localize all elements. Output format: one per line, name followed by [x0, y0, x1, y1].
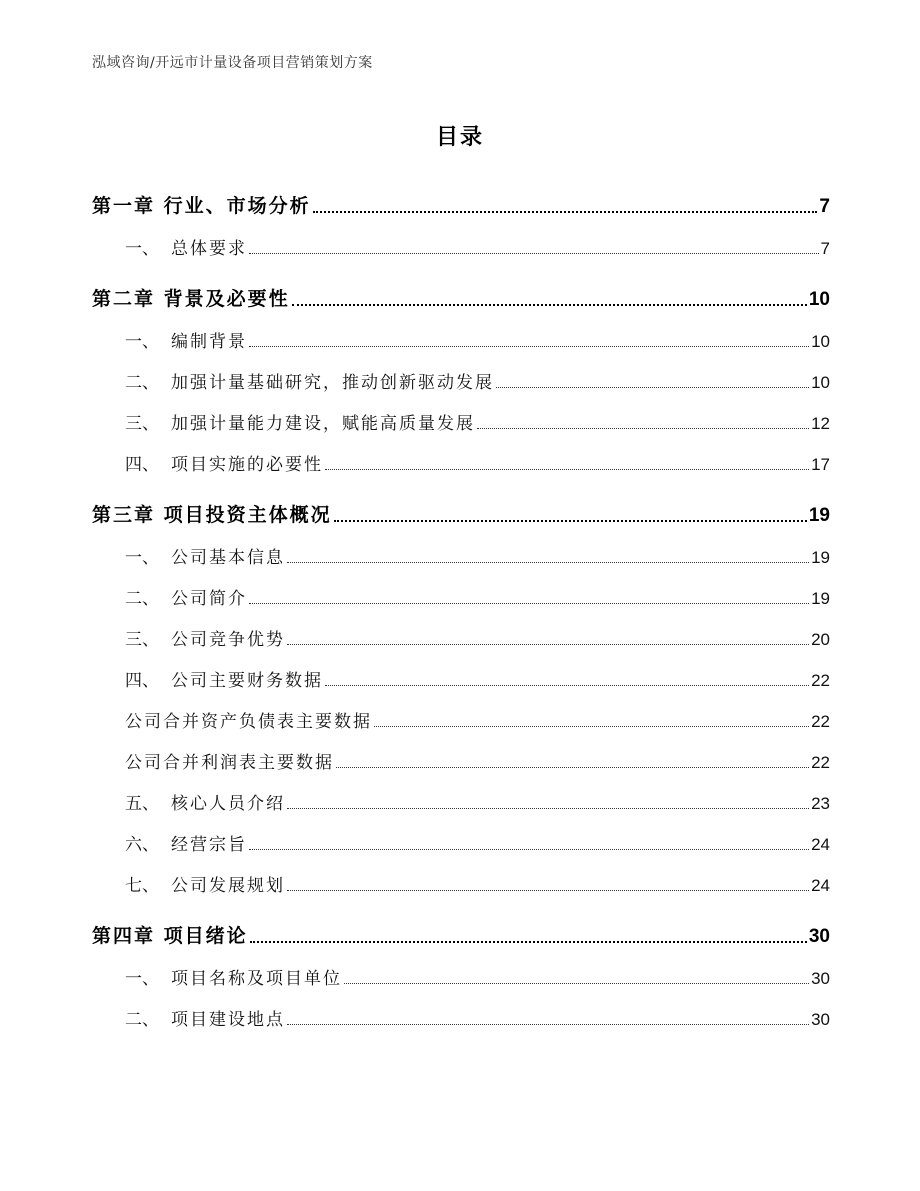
toc-title: 目录	[435, 125, 484, 150]
toc-entry-title	[92, 284, 290, 311]
dot-leader	[496, 386, 809, 388]
dot-leader	[287, 1023, 809, 1025]
toc-chapter-entry[interactable]	[92, 908, 830, 948]
toc-section-entry[interactable]	[92, 311, 830, 352]
toc-page-number: 17	[811, 455, 830, 474]
toc-entry-title	[125, 789, 285, 814]
toc-entry-title	[125, 327, 247, 352]
toc-entry-number: 二、	[125, 589, 159, 609]
toc-entry-text: 公司合并利润表主要数据	[125, 753, 334, 773]
toc-entry-number: 一、	[125, 239, 159, 259]
toc-entry-title	[125, 871, 285, 896]
toc-entry-number: 三、	[125, 630, 159, 650]
toc-entry-title	[125, 666, 323, 691]
toc-page-number: 30	[811, 1010, 830, 1029]
dot-leader	[313, 210, 818, 213]
toc-section-entry[interactable]	[92, 352, 830, 393]
toc-page-number: 22	[811, 712, 830, 731]
toc-section-entry[interactable]	[92, 434, 830, 475]
toc-entry-number: 一、	[125, 548, 159, 568]
toc-page-number: 22	[811, 753, 830, 772]
toc-entry-text: 第一章 行业、市场分析	[92, 195, 311, 217]
dot-leader	[336, 766, 809, 768]
toc-entry-text: 公司主要财务数据	[171, 671, 323, 691]
toc-entry-title	[125, 234, 247, 259]
dot-leader	[477, 427, 809, 429]
toc-page-number: 24	[811, 835, 830, 854]
toc-section-entry[interactable]	[92, 609, 830, 650]
toc-entry-text: 第四章 项目绪论	[92, 925, 248, 947]
toc-entry-title	[125, 748, 334, 773]
toc-entry-text: 加强计量基础研究，推动创新驱动发展	[171, 373, 494, 393]
toc-section-entry[interactable]	[92, 948, 830, 989]
toc-page-number: 19	[811, 589, 830, 608]
toc-entry-number: 七、	[125, 876, 159, 896]
toc-entry-title	[125, 964, 342, 989]
toc-section-entry[interactable]	[92, 218, 830, 259]
toc-page-number: 10	[811, 332, 830, 351]
toc-entry-number: 六、	[125, 835, 159, 855]
dot-leader	[249, 848, 809, 850]
toc-entry-text: 项目建设地点	[171, 1010, 285, 1030]
dot-leader	[249, 345, 809, 347]
toc-entry-text: 项目名称及项目单位	[171, 969, 342, 989]
running-header: 泓域咨询/开远市计量设备项目营销策划方案	[92, 55, 373, 71]
toc-section-entry[interactable]	[92, 855, 830, 896]
toc-entry-text: 经营宗旨	[171, 835, 247, 855]
dot-leader	[249, 602, 809, 604]
toc-page-number: 7	[819, 196, 830, 217]
toc-entry-text: 编制背景	[171, 332, 247, 352]
toc-entry-title	[92, 500, 332, 527]
toc-entry-title	[125, 543, 285, 568]
toc-entry-text: 公司基本信息	[171, 548, 285, 568]
toc-entry-text: 第三章 项目投资主体概况	[92, 504, 332, 526]
toc-section-entry[interactable]	[92, 989, 830, 1030]
toc-entry-title	[125, 707, 372, 732]
toc-subsection-entry[interactable]	[92, 691, 830, 732]
toc-section-entry[interactable]	[92, 527, 830, 568]
dot-leader	[287, 561, 809, 563]
toc-page-number: 10	[811, 373, 830, 392]
dot-leader	[292, 303, 807, 306]
toc-entry-number: 四、	[125, 455, 159, 475]
toc-page-number: 7	[820, 239, 830, 258]
toc-entry-title	[92, 191, 311, 218]
toc-entry-text: 加强计量能力建设，赋能高质量发展	[171, 414, 475, 434]
toc-page-number: 19	[808, 505, 830, 526]
dot-leader	[249, 252, 819, 254]
toc-section-entry[interactable]	[92, 568, 830, 609]
toc-entry-text: 公司简介	[171, 589, 247, 609]
toc-entry-text: 公司合并资产负债表主要数据	[125, 712, 372, 732]
toc-page-number: 22	[811, 671, 830, 690]
dot-leader	[250, 940, 807, 943]
toc-entry-title	[125, 625, 285, 650]
toc-section-entry[interactable]	[92, 773, 830, 814]
toc-section-entry[interactable]	[92, 814, 830, 855]
toc-chapter-entry[interactable]	[92, 487, 830, 527]
toc-entry-title	[92, 921, 248, 948]
dot-leader	[325, 684, 809, 686]
dot-leader	[334, 519, 807, 522]
toc-entry-title	[125, 450, 323, 475]
toc-entry-title	[125, 830, 247, 855]
toc-page-number: 30	[808, 926, 830, 947]
toc-section-entry[interactable]	[92, 650, 830, 691]
toc-chapter-entry[interactable]	[92, 271, 830, 311]
dot-leader	[287, 643, 809, 645]
toc-entry-number: 二、	[125, 373, 159, 393]
dot-leader	[287, 889, 809, 891]
toc-entry-number: 四、	[125, 671, 159, 691]
toc-entry-text: 核心人员介绍	[171, 794, 285, 814]
toc-entry-title	[125, 1005, 285, 1030]
toc-page-number: 24	[811, 876, 830, 895]
toc-chapter-entry[interactable]	[92, 178, 830, 218]
toc-subsection-entry[interactable]	[92, 732, 830, 773]
toc-entry-text: 公司发展规划	[171, 876, 285, 896]
dot-leader	[325, 468, 809, 470]
dot-leader	[287, 807, 809, 809]
toc-page-number: 12	[811, 414, 830, 433]
toc-entry-number: 三、	[125, 414, 159, 434]
toc-page-number: 19	[811, 548, 830, 567]
toc-page-number: 10	[808, 289, 830, 310]
toc-entry-title	[125, 409, 475, 434]
toc-entry-text: 总体要求	[171, 239, 247, 259]
toc-entry-text: 第二章 背景及必要性	[92, 288, 290, 310]
dot-leader	[344, 982, 809, 984]
toc-entry-title	[125, 368, 494, 393]
toc-entry-number: 一、	[125, 332, 159, 352]
toc-entry-title	[125, 584, 247, 609]
dot-leader	[374, 725, 809, 727]
toc-page-number: 30	[811, 969, 830, 988]
toc-entry-number: 二、	[125, 1010, 159, 1030]
toc-entry-number: 五、	[125, 794, 159, 814]
toc-page-number: 23	[811, 794, 830, 813]
toc-entry-number: 一、	[125, 969, 159, 989]
table-of-contents	[92, 178, 830, 1030]
toc-entry-text: 公司竞争优势	[171, 630, 285, 650]
toc-section-entry[interactable]	[92, 393, 830, 434]
toc-page-number: 20	[811, 630, 830, 649]
toc-entry-text: 项目实施的必要性	[171, 455, 323, 475]
